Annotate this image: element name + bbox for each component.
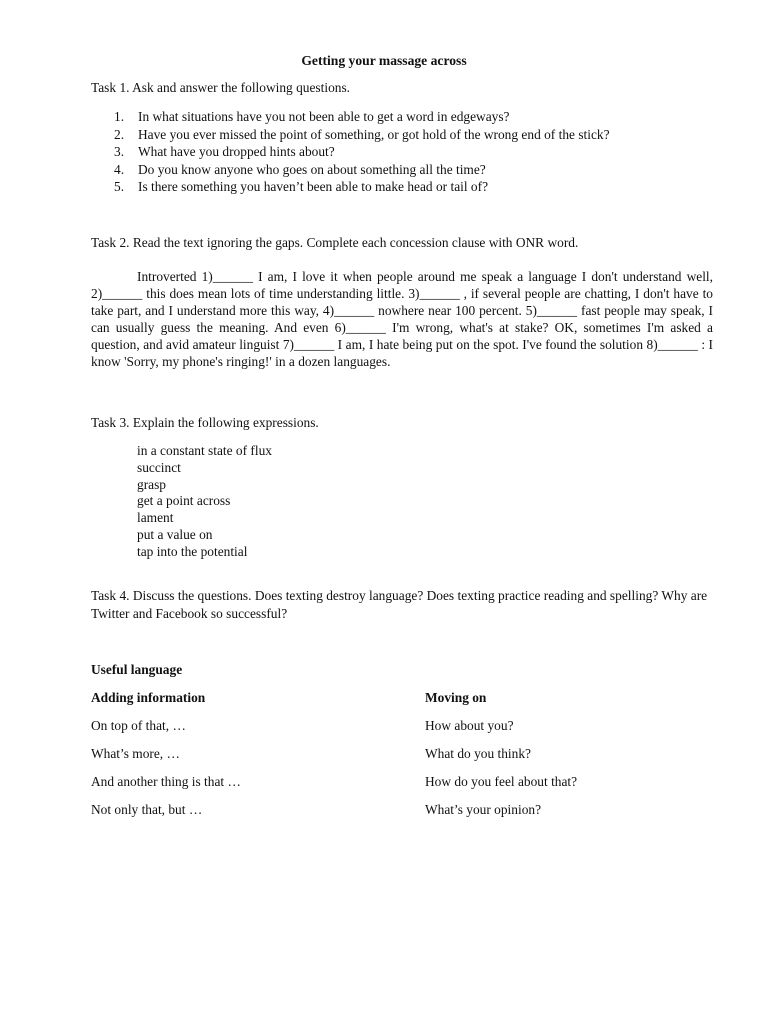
- list-item: [91, 143, 713, 161]
- expression-item: lament: [137, 510, 174, 526]
- phrase-item: Not only that, but …: [91, 802, 203, 817]
- expression-item: succinct: [137, 459, 181, 475]
- adding-information-heading: Adding information: [91, 690, 206, 705]
- task2-heading: Task 2. Read the text ignoring the gaps. Complete each concession clause with ONR word.: [91, 235, 579, 250]
- list-number: 2.: [114, 126, 125, 142]
- list-number: 3.: [114, 144, 125, 160]
- question-text: Have you ever missed the point of something, or got hold of the wrong end of the stick?: [138, 126, 610, 142]
- phrase-item: On top of that, …: [91, 718, 186, 733]
- list-item: [91, 126, 713, 144]
- phrase-item: What’s more, …: [91, 746, 180, 761]
- useful-language-heading: Useful language: [91, 662, 183, 677]
- expression-item: get a point across: [137, 493, 231, 509]
- page-title: Getting your massage across: [301, 53, 467, 68]
- expression-item: put a value on: [137, 526, 213, 542]
- moving-on-column: [425, 689, 577, 829]
- adding-information-column: [91, 689, 241, 829]
- list-item: [91, 108, 713, 126]
- task1-question-list: [91, 108, 713, 196]
- expression-item: tap into the potential: [137, 543, 248, 559]
- task3-expression-list: [137, 442, 272, 560]
- phrase-item: How about you?: [425, 718, 514, 733]
- question-text: Is there something you haven’t been able to make head or tail of?: [138, 179, 489, 195]
- adding-information-list: [91, 717, 241, 829]
- task2-gap-paragraph: Introverted 1)______ I am, I love it when people around me speak a language I don't understand well, 2)______ this does mean lots of time understanding little. 3)______ , if several people are chatting, I don't have to take part, and I understand more this way, 4)______ nowhere near 100 percent. 5)______ fast people may speak, I can usually guess the meaning. And even 6)______ I'm wrong, what's at stake? OK, sometimes I'm asked a question, and avid amateur linguist 7)______ I am, I hate being put on the spot. I've found the solution 8)______ : I know 'Sorry, my phone's ringing!' in a dozen languages.: [91, 269, 713, 370]
- list-number: 4.: [114, 161, 125, 177]
- phrase-item: What’s your opinion?: [425, 802, 542, 817]
- moving-on-heading: Moving on: [425, 690, 487, 705]
- moving-on-list: [425, 717, 577, 829]
- question-text: In what situations have you not been able to get a word in edgeways?: [138, 109, 510, 124]
- question-text: What have you dropped hints about?: [138, 144, 335, 160]
- list-number: 1.: [114, 109, 125, 124]
- list-item: [91, 178, 713, 196]
- phrase-item: What do you think?: [425, 746, 531, 761]
- list-item: [91, 161, 713, 179]
- expression-item: grasp: [137, 476, 167, 492]
- task3-heading: Task 3. Explain the following expressions.: [91, 415, 319, 430]
- phrase-item: How do you feel about that?: [425, 774, 578, 789]
- task4-text: Task 4. Discuss the questions. Does texting destroy language? Does texting practice reading and spelling? Why are Twitter and Facebook so successful?: [91, 588, 708, 621]
- expression-item: in a constant state of flux: [137, 443, 272, 458]
- phrase-item: And another thing is that …: [91, 774, 241, 789]
- question-text: Do you know anyone who goes on about something all the time?: [138, 161, 486, 177]
- list-number: 5.: [114, 179, 125, 195]
- task1-heading: Task 1. Ask and answer the following questions.: [91, 80, 351, 95]
